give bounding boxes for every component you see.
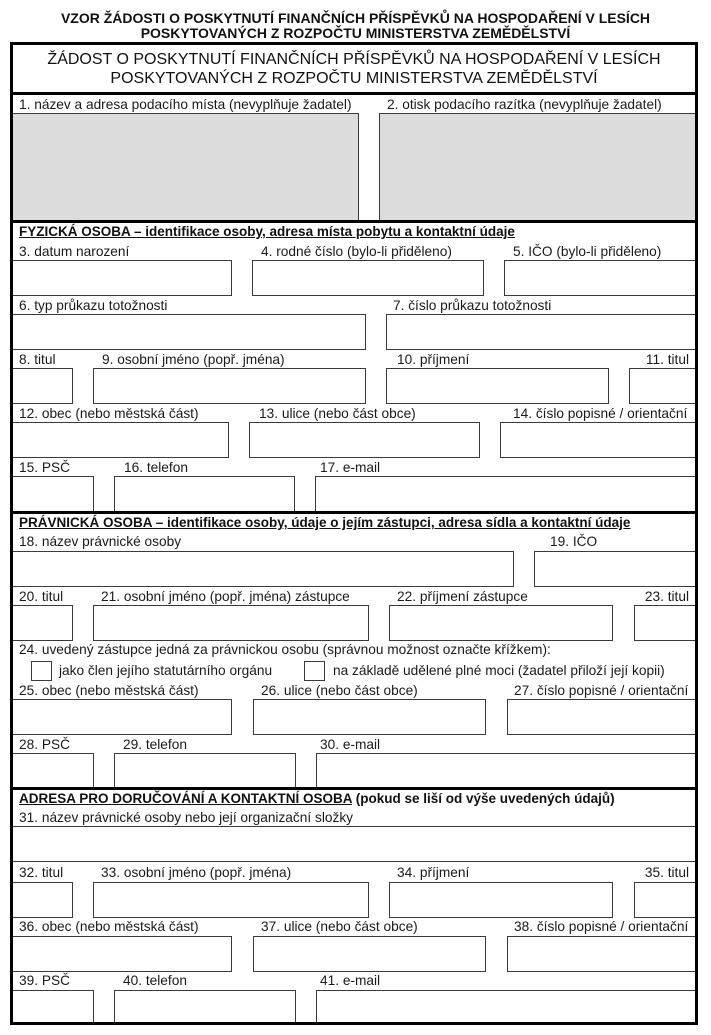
label-first-name: 9. osobní jméno (popř. jména) [102,352,285,367]
title-divider [10,92,698,95]
label-title-before: 8. titul [19,352,56,367]
label-rep-first-name: 21. osobní jméno (popř. jména) zástupce [101,589,350,604]
label-delivery-entity-name: 31. název právnické osoby nebo její organizační složky [19,810,354,825]
delivery-postal-code-input[interactable] [10,990,94,1025]
section-header-natural-person [19,224,515,239]
label-legal-postal-code: 28. PSČ [19,737,70,752]
email-input[interactable] [315,476,698,513]
legal-postal-code-input[interactable] [10,753,94,789]
section-header-delivery-text: ADRESA PRO DORUČOVÁNÍ A KONTAKTNÍ OSOBA [19,791,353,806]
document-heading-line-2: POSKYTOVANÝCH Z ROZPOČTU MINISTERSTVA ZEMĚDĚLSTVÍ [140,25,571,41]
contact-first-name-input[interactable] [93,882,369,918]
checkbox-power-of-attorney[interactable] [304,661,325,681]
document-heading-line-1: VZOR ŽÁDOSTI O POSKYTNUTÍ FINANČNÍCH PŘÍSPĚVKŮ NA HOSPODAŘENÍ V LESÍCH [60,10,651,26]
street-input[interactable] [249,422,480,458]
rep-title-before-input[interactable] [10,605,73,641]
label-delivery-phone: 40. telefon [123,973,187,988]
surname-input[interactable] [386,368,609,404]
label-delivery-house-number: 38. číslo popisné / orientační [514,919,689,934]
label-ico-natural: 5. IČO (bylo-li přiděleno) [513,244,662,259]
legal-municipality-input[interactable] [10,699,232,735]
legal-email-input[interactable] [316,753,698,789]
label-rep-title-after: 23. titul [644,589,689,604]
legal-street-input[interactable] [253,699,486,735]
phone-input[interactable] [114,476,295,513]
section-header-legal-person [19,515,630,530]
label-legal-house-number: 27. číslo popisné / orientační [514,683,689,698]
label-legal-email: 30. e-mail [320,737,381,752]
house-number-input[interactable] [500,422,698,458]
contact-title-after-input[interactable] [634,882,698,918]
contact-surname-input[interactable] [389,882,613,918]
label-delivery-postal-code: 39. PSČ [19,973,70,988]
label-legal-municipality: 25. obec (nebo městská část) [19,683,199,698]
label-legal-street: 26. ulice (nebo část obce) [261,683,418,698]
rep-surname-input[interactable] [389,605,613,641]
label-delivery-municipality: 36. obec (nebo městská část) [19,919,199,934]
label-submission-office: 1. název a adresa podacího místa (nevyplňuje žadatel) [19,97,352,112]
label-legal-entity-name: 18. název právnické osoby [19,534,182,549]
birth-number-input[interactable] [252,260,484,296]
label-contact-title-after: 35. titul [644,865,689,880]
delivery-house-number-input[interactable] [507,936,698,972]
title-after-input[interactable] [629,368,698,404]
label-street: 13. ulice (nebo část obce) [259,406,416,421]
rep-first-name-input[interactable] [93,605,369,641]
label-rep-title-before: 20. titul [19,589,64,604]
rep-title-after-input[interactable] [634,605,698,641]
ico-natural-input[interactable] [504,260,698,296]
section-header-delivery [19,791,615,806]
form-title-line-2: POSKYTOVANÝCH Z ROZPOČTU MINISTERSTVA ZEMĚDĚLSTVÍ [110,70,598,87]
legal-phone-input[interactable] [114,753,296,789]
ico-legal-input[interactable] [534,551,698,587]
label-id-number: 7. číslo průkazu totožnosti [393,298,552,313]
title-before-input[interactable] [10,368,73,404]
delivery-street-input[interactable] [253,936,486,972]
postal-code-input[interactable] [10,476,94,513]
municipality-input[interactable] [10,422,229,458]
label-rep-surname: 22. příjmení zástupce [397,589,528,604]
office-use-submission-place-box [10,113,359,221]
id-type-input[interactable] [10,314,366,350]
section-header-legal-person-text: PRÁVNICKÁ OSOBA – identifikace osoby, údaje o jejím zástupci, adresa sídla a kontaktní údaje [19,515,631,530]
label-email: 17. e-mail [320,460,381,475]
delivery-phone-input[interactable] [114,990,296,1025]
label-delivery-street: 37. ulice (nebo část obce) [261,919,418,934]
checkbox-statutory-member[interactable] [31,661,52,681]
delivery-entity-name-input[interactable] [10,826,698,862]
section-header-natural-person-text: FYZICKÁ OSOBA – identifikace osoby, adresa místa pobytu a kontaktní údaje [19,224,515,239]
label-representation: 24. uvedený zástupce jedná za právnickou osobu (správnou možnost označte křížkem): [19,642,551,657]
label-ico-legal: 19. IČO [550,534,598,549]
label-surname: 10. příjmení [397,352,470,367]
label-contact-surname: 34. příjmení [397,865,470,880]
form-title-line-1: ŽÁDOST O POSKYTNUTÍ FINANČNÍCH PŘÍSPĚVKŮ NA HOSPODAŘENÍ V LESÍCH [47,51,661,68]
label-legal-phone: 29. telefon [123,737,187,752]
id-number-input[interactable] [386,314,698,350]
birth-date-input[interactable] [10,260,232,296]
label-statutory-member: jako člen jejího statutárního orgánu [59,663,273,678]
label-phone: 16. telefon [124,460,188,475]
label-postal-code: 15. PSČ [19,460,70,475]
legal-entity-name-input[interactable] [10,551,514,587]
label-title-after: 11. titul [645,352,689,367]
label-municipality: 12. obec (nebo městská část) [19,406,199,421]
label-power-of-attorney: na základě udělené plné moci (žadatel přiloží její kopii) [333,663,665,678]
label-birth-date: 3. datum narození [19,244,130,259]
first-name-input[interactable] [93,368,366,404]
label-id-type: 6. typ průkazu totožnosti [19,298,168,313]
label-delivery-email: 41. e-mail [320,973,381,988]
label-contact-first-name: 33. osobní jméno (popř. jména) [101,865,292,880]
label-contact-title-before: 32. titul [19,865,64,880]
label-birth-number: 4. rodné číslo (bylo-li přiděleno) [261,244,452,259]
legal-house-number-input[interactable] [507,699,698,735]
delivery-email-input[interactable] [316,990,698,1025]
contact-title-before-input[interactable] [10,882,73,918]
office-use-stamp-box [379,113,698,221]
label-house-number: 14. číslo popisné / orientační [513,406,688,421]
delivery-municipality-input[interactable] [10,936,232,972]
label-office-stamp: 2. otisk podacího razítka (nevyplňuje žadatel) [387,97,662,112]
section-header-delivery-note: (pokud se liší od výše uvedených údajů) [352,791,615,806]
